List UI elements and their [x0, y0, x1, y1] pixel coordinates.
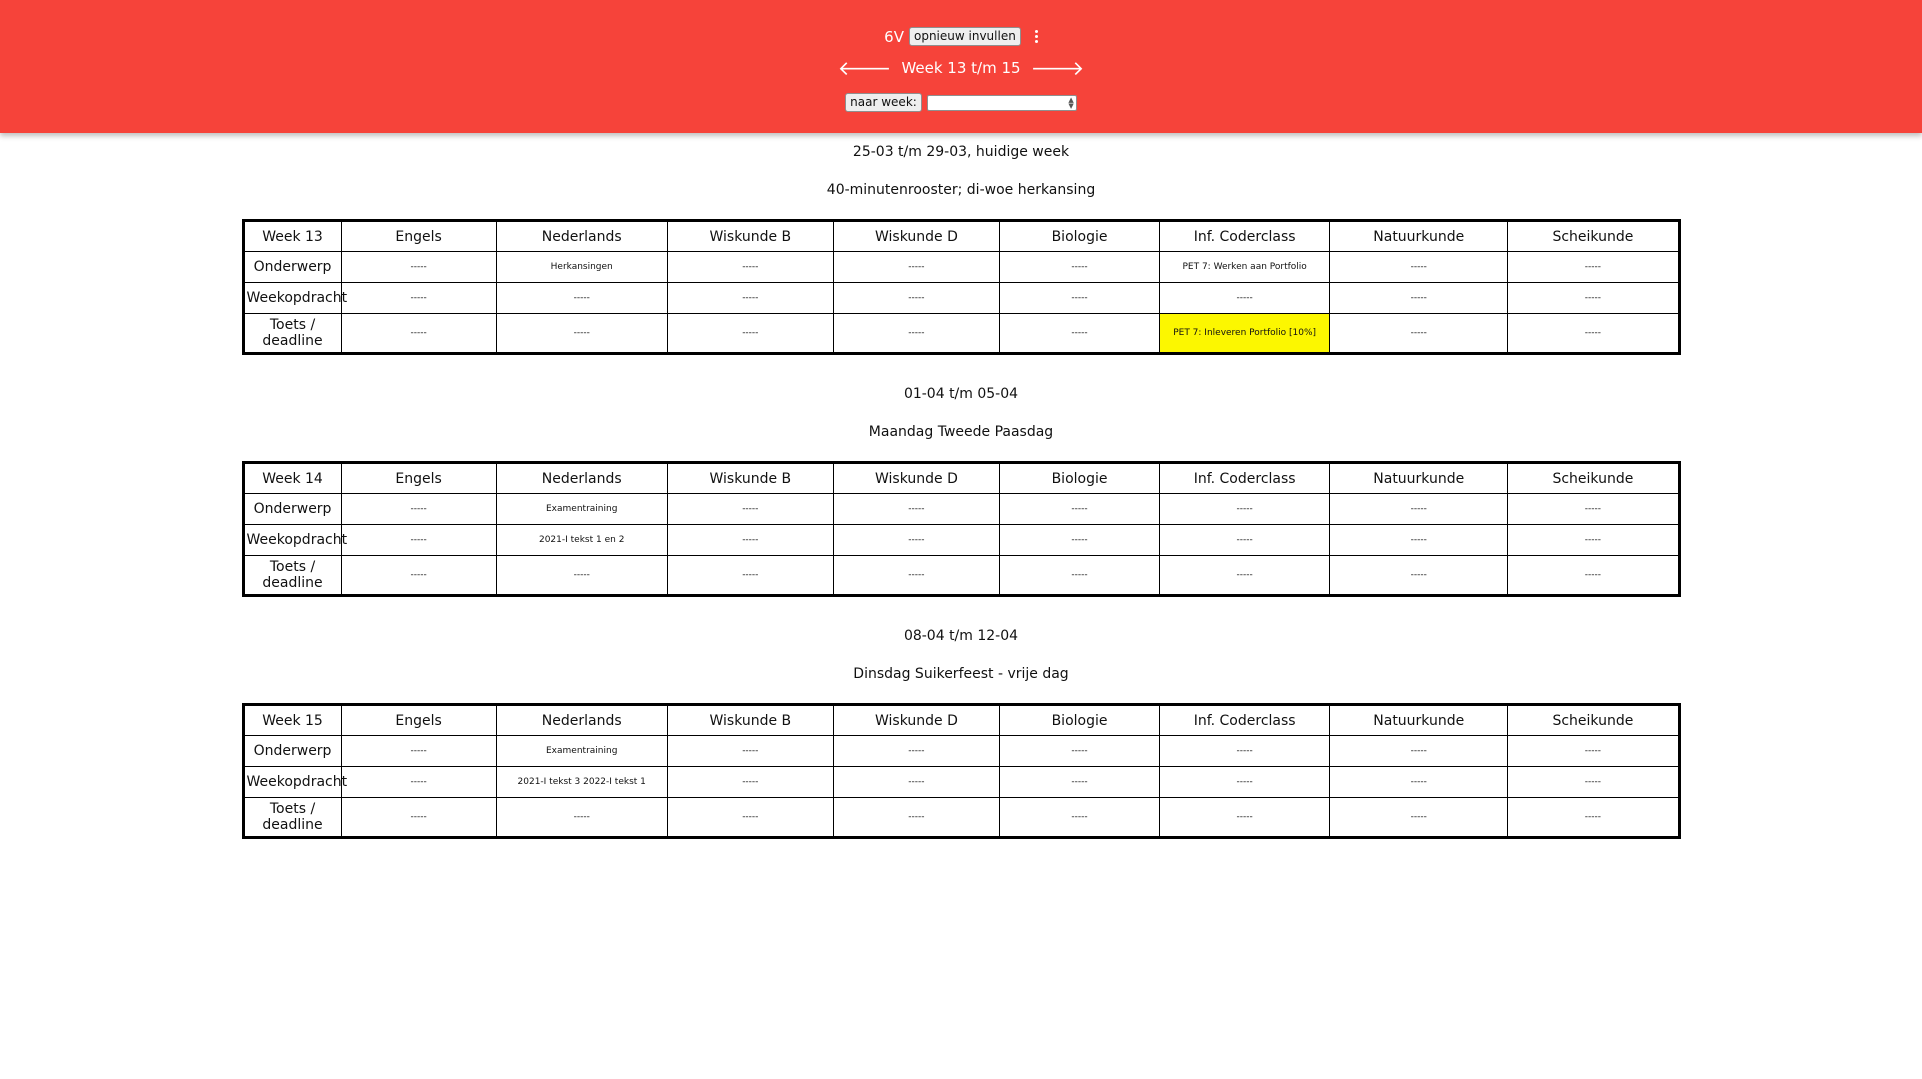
week-label: Week 13	[243, 221, 341, 252]
subject-header: Engels	[341, 705, 496, 736]
table-cell: -----	[833, 736, 999, 767]
table-cell: -----	[833, 767, 999, 798]
table-cell: -----	[833, 283, 999, 314]
table-cell: -----	[341, 283, 496, 314]
table-cell: -----	[1330, 283, 1508, 314]
subject-header: Wiskunde D	[833, 221, 999, 252]
subject-header: Natuurkunde	[1330, 463, 1508, 494]
table-cell: -----	[999, 494, 1159, 525]
table-cell: -----	[1508, 736, 1679, 767]
table-cell: -----	[1160, 494, 1330, 525]
table-cell: -----	[496, 556, 667, 596]
table-cell: -----	[667, 494, 833, 525]
table-cell: -----	[999, 556, 1159, 596]
week-dates: 08-04 t/m 12-04	[903, 628, 1019, 644]
table-row	[243, 314, 1679, 354]
spinner-icon[interactable]: ▲ ▼	[1068, 95, 1074, 110]
table-cell: -----	[1330, 314, 1508, 354]
table-cell: -----	[341, 767, 496, 798]
table-cell: -----	[496, 798, 667, 838]
week-label: Week 14	[243, 463, 341, 494]
table-cell: -----	[1508, 252, 1679, 283]
subject-header: Wiskunde B	[667, 705, 833, 736]
table-cell: -----	[496, 314, 667, 354]
week-dates: 01-04 t/m 05-04	[903, 386, 1019, 402]
subject-header: Natuurkunde	[1330, 705, 1508, 736]
table-cell: -----	[1330, 736, 1508, 767]
table-cell: -----	[1330, 252, 1508, 283]
subject-header: Scheikunde	[1508, 705, 1679, 736]
subject-header: Scheikunde	[1508, 463, 1679, 494]
schedule-content	[0, 133, 1922, 859]
subject-header: Inf. Coderclass	[1160, 705, 1330, 736]
table-cell: -----	[833, 556, 999, 596]
table-cell: -----	[999, 252, 1159, 283]
table-cell: -----	[999, 283, 1159, 314]
table-cell: -----	[999, 525, 1159, 556]
table-cell: -----	[667, 525, 833, 556]
table-cell: -----	[667, 556, 833, 596]
deadline-highlight-cell: PET 7: Inleveren Portfolio [10%]	[1160, 314, 1330, 354]
row-label: Toets / deadline	[243, 314, 341, 354]
table-cell: -----	[833, 798, 999, 838]
row-label: Onderwerp	[243, 252, 341, 283]
table-row	[243, 798, 1679, 838]
subject-header: Nederlands	[496, 705, 667, 736]
table-cell: Examentraining	[496, 736, 667, 767]
table-cell: -----	[833, 525, 999, 556]
table-header-row	[243, 463, 1679, 494]
table-cell: -----	[667, 314, 833, 354]
subject-header: Biologie	[999, 705, 1159, 736]
row-label: Weekopdracht	[243, 525, 341, 556]
goto-week-input[interactable]	[927, 95, 1077, 111]
table-cell: -----	[341, 798, 496, 838]
week-note: Maandag Tweede Paasdag	[868, 424, 1054, 440]
week-navigation	[0, 58, 1922, 78]
table-cell: -----	[833, 494, 999, 525]
table-header-row	[243, 705, 1679, 736]
table-cell: -----	[667, 767, 833, 798]
schedule-table	[242, 703, 1681, 839]
subject-header: Wiskunde D	[833, 705, 999, 736]
table-cell: Herkansingen	[496, 252, 667, 283]
row-label: Toets / deadline	[243, 798, 341, 838]
table-cell: -----	[1160, 283, 1330, 314]
goto-week-row	[0, 93, 1922, 112]
kebab-menu-icon[interactable]	[1035, 30, 1038, 43]
row-label: Onderwerp	[243, 736, 341, 767]
table-row	[243, 494, 1679, 525]
table-header-row	[243, 221, 1679, 252]
subject-header: Nederlands	[496, 463, 667, 494]
table-cell: -----	[1508, 525, 1679, 556]
row-label: Toets / deadline	[243, 556, 341, 596]
subject-header: Wiskunde B	[667, 463, 833, 494]
class-row	[0, 27, 1922, 46]
week-label: Week 15	[243, 705, 341, 736]
schedule-table	[242, 219, 1681, 355]
table-cell: -----	[341, 556, 496, 596]
table-row	[243, 525, 1679, 556]
table-cell: -----	[1508, 556, 1679, 596]
table-cell: -----	[341, 314, 496, 354]
week-block	[0, 133, 1922, 355]
subject-header: Natuurkunde	[1330, 221, 1508, 252]
table-cell: -----	[999, 767, 1159, 798]
table-cell: -----	[1160, 736, 1330, 767]
table-row	[243, 736, 1679, 767]
arrow-right-icon[interactable]: 🡒	[1030, 56, 1085, 80]
table-cell: -----	[1160, 767, 1330, 798]
table-cell: -----	[833, 252, 999, 283]
table-cell: 2021-I tekst 3 2022-I tekst 1	[496, 767, 667, 798]
table-cell: -----	[341, 525, 496, 556]
week-note: 40-minutenrooster; di-woe herkansing	[826, 182, 1096, 198]
table-cell: -----	[1508, 314, 1679, 354]
table-cell: -----	[1330, 767, 1508, 798]
table-cell: -----	[496, 283, 667, 314]
table-row	[243, 283, 1679, 314]
table-row	[243, 556, 1679, 596]
table-cell: -----	[1330, 494, 1508, 525]
subject-header: Engels	[341, 463, 496, 494]
table-cell: -----	[1160, 556, 1330, 596]
table-cell: -----	[1508, 798, 1679, 838]
table-cell: -----	[833, 314, 999, 354]
table-cell: -----	[1508, 283, 1679, 314]
table-cell: -----	[1508, 494, 1679, 525]
table-cell: -----	[341, 252, 496, 283]
subject-header: Biologie	[999, 221, 1159, 252]
table-cell: -----	[1330, 798, 1508, 838]
table-row	[243, 252, 1679, 283]
week-note: Dinsdag Suikerfeest - vrije dag	[853, 666, 1069, 682]
subject-header: Wiskunde B	[667, 221, 833, 252]
row-label: Weekopdracht	[243, 283, 341, 314]
top-header	[0, 0, 1922, 133]
class-label: 6V	[884, 27, 904, 46]
subject-header: Wiskunde D	[833, 463, 999, 494]
week-dates: 25-03 t/m 29-03, huidige week	[852, 144, 1070, 160]
table-cell: Examentraining	[496, 494, 667, 525]
schedule-table	[242, 461, 1681, 597]
table-cell: -----	[1508, 767, 1679, 798]
table-cell: -----	[667, 252, 833, 283]
week-block	[0, 375, 1922, 597]
subject-header: Nederlands	[496, 221, 667, 252]
subject-header: Inf. Coderclass	[1160, 221, 1330, 252]
table-cell: -----	[999, 314, 1159, 354]
table-cell: 2021-I tekst 1 en 2	[496, 525, 667, 556]
table-cell: -----	[341, 494, 496, 525]
table-cell: -----	[1160, 525, 1330, 556]
row-label: Weekopdracht	[243, 767, 341, 798]
table-cell: -----	[1330, 525, 1508, 556]
subject-header: Inf. Coderclass	[1160, 463, 1330, 494]
table-cell: -----	[999, 798, 1159, 838]
table-cell: -----	[341, 736, 496, 767]
table-row	[243, 767, 1679, 798]
table-cell: -----	[667, 736, 833, 767]
week-block	[0, 617, 1922, 839]
subject-header: Engels	[341, 221, 496, 252]
subject-header: Scheikunde	[1508, 221, 1679, 252]
goto-week-button[interactable]: naar week:	[845, 93, 922, 112]
table-cell: -----	[1160, 798, 1330, 838]
table-cell: -----	[999, 736, 1159, 767]
table-cell: -----	[667, 283, 833, 314]
arrow-left-icon[interactable]: 🡐	[837, 56, 892, 80]
table-cell: -----	[667, 798, 833, 838]
table-cell: PET 7: Werken aan Portfolio	[1160, 252, 1330, 283]
row-label: Onderwerp	[243, 494, 341, 525]
subject-header: Biologie	[999, 463, 1159, 494]
refill-button[interactable]: opnieuw invullen	[909, 27, 1021, 46]
table-cell: -----	[1330, 556, 1508, 596]
week-range-title: Week 13 t/m 15	[901, 59, 1021, 77]
